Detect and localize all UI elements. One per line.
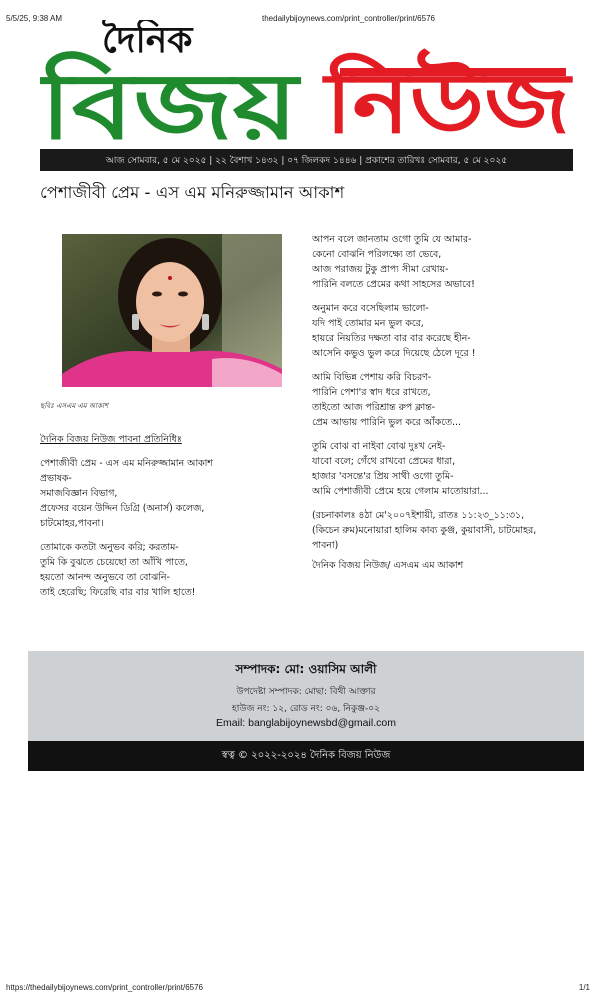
masthead-green-word: বিজয় bbox=[40, 53, 255, 150]
composition-note-line: (কিচেন রুম)মনোয়ারা হালিম কাব্য কুঞ্জ, কুয়াবাসী, চাটমোহর, bbox=[312, 525, 537, 536]
intro-line: প্রভাষক- bbox=[40, 473, 72, 484]
composition-note-line: (রচনাকালঃ ৪ঠা মে'২০০৭ইশায়ী, রাতঃ ১১:২৩_১১:৩১, bbox=[312, 510, 525, 521]
print-datetime: 5/5/25, 9:38 AM bbox=[6, 14, 63, 23]
photo-caption: ছবিঃ এসএম এম আকাশ bbox=[40, 402, 109, 410]
masthead-top-word: দৈনিক bbox=[102, 20, 193, 61]
poem-line: প্রেম আভায় পারিনি ভুল করে আঁকতে... bbox=[312, 417, 461, 428]
footer-email[interactable]: Email: banglabijoynewsbd@gmail.com bbox=[216, 717, 396, 729]
footer-advisor: উপদেষ্টা সম্পাদক: মোছা: বিথী আক্তার bbox=[236, 687, 376, 697]
article-byline: দৈনিক বিজয় নিউজ পাবনা প্রতিনিধিঃ bbox=[40, 434, 182, 445]
print-footer bbox=[0, 983, 612, 995]
masthead-red-word: নিউজ bbox=[325, 54, 540, 150]
poem-line: তাই হেরেছি; ফিরেছি বার বার খালি হাতে! bbox=[40, 587, 196, 598]
print-url: thedailybijoynews.com/print_controller/print/6576 bbox=[262, 14, 435, 23]
composition-note-line: পাবনা) bbox=[312, 540, 339, 551]
poem-line: তোমাকে কতটা অনুভব করি; করতাম- bbox=[40, 542, 179, 553]
poem-line: তাইতো আজ পরিশ্রান্ত রুপ ক্লান্ত- bbox=[312, 402, 436, 413]
footer-editor: সম্পাদক: মো: ওয়াসিম আলী bbox=[235, 662, 377, 676]
poem-line: তুমি কি বুঝতে চেয়েছো তা আঁখি পাতে, bbox=[40, 557, 188, 568]
article-signoff: দৈনিক বিজয় নিউজ/ এসএম এম আকাশ bbox=[312, 560, 464, 571]
article-left-column bbox=[40, 432, 302, 600]
article-photo bbox=[62, 234, 282, 387]
poem-line: আমি বিভিন্ন পেশায় করি বিচরণ- bbox=[312, 372, 432, 383]
intro-line: প্রফেসর বয়েন উদ্দিন ডিগ্রি (অনার্স) কলেজ, bbox=[40, 503, 205, 514]
poem-line: যাবো বলে; গেঁথে রাখবো প্রেমের ধারা, bbox=[312, 456, 456, 467]
poem-line: কেনো বোঝনি পরিলক্ষ্যে তা ভেবে, bbox=[312, 249, 442, 260]
poem-line: আমি পেশাজীবী প্রেমে হয়ে গেলাম মাতোয়ারা... bbox=[312, 486, 489, 497]
print-page-number: 1/1 bbox=[578, 983, 590, 992]
article-right-column bbox=[312, 232, 582, 573]
poem-line: পারিনি বলতে প্রেমের কথা সাহসের অভাবে! bbox=[312, 279, 475, 290]
intro-line: চাটমোহর,পাবনা। bbox=[40, 518, 104, 529]
poem-line: আপন বলে জানতাম ওগো তুমি যে আমার- bbox=[312, 234, 472, 245]
poem-line: হায়রে নিয়তির দক্ষতা বার বার করেছে হীন- bbox=[312, 333, 471, 344]
print-footer-url: https://thedailybijoynews.com/print_controller/print/6576 bbox=[6, 983, 203, 992]
article-headline: পেশাজীবী প্রেম - এস এম মনিরুজ্জামান আকাশ bbox=[40, 183, 345, 202]
intro-line: পেশাজীবী প্রেম - এস এম মনিরুজ্জামান আকাশ bbox=[40, 458, 213, 469]
intro-line: সমাজবিজ্ঞান বিভাগ, bbox=[40, 488, 118, 499]
masthead-logo[interactable] bbox=[40, 20, 580, 150]
footer-copyright: স্বত্ব © ২০২২-২০২৪ দৈনিক বিজয় নিউজ bbox=[28, 741, 584, 771]
poem-line: হাজার 'বসন্তে'র প্রিয় সাথী ওগো তুমি- bbox=[312, 471, 454, 482]
footer-address: হাউজ নং: ১২, রোড নং: ০৬, নিকুঞ্জ-০২ bbox=[232, 704, 380, 714]
poem-line: আসেনি কভুও ভুল করে দিয়েছে ঠেলে দূরে ! bbox=[312, 348, 476, 359]
poem-line: পারিনি পেশা'র স্বাদ ধরে রাখতে, bbox=[312, 387, 431, 398]
poem-line: যদি পাই তোমার মন ভুল করে, bbox=[312, 318, 424, 329]
poem-line: হয়তো আনন্দ অনুভবে তা বোঝনি- bbox=[40, 572, 170, 583]
poem-line: অনুমান করে বসেছিলাম ভালো- bbox=[312, 303, 429, 314]
poem-line: তুমি বোঝ বা নাইবা বোঝ দুঃখ নেই- bbox=[312, 441, 446, 452]
poem-line: আজ পরাজয় টুকু প্রাপ্য সীমা রেখায়- bbox=[312, 264, 449, 275]
date-bar: আজ সোমবার, ৫ মে ২০২৫ | ২২ বৈশাখ ১৪৩২ | ০৭ জিলকদ ১৪৪৬ | প্রকাশের তারিখঃ সোমবার, ৫ মে ২০২৫ bbox=[40, 149, 573, 171]
